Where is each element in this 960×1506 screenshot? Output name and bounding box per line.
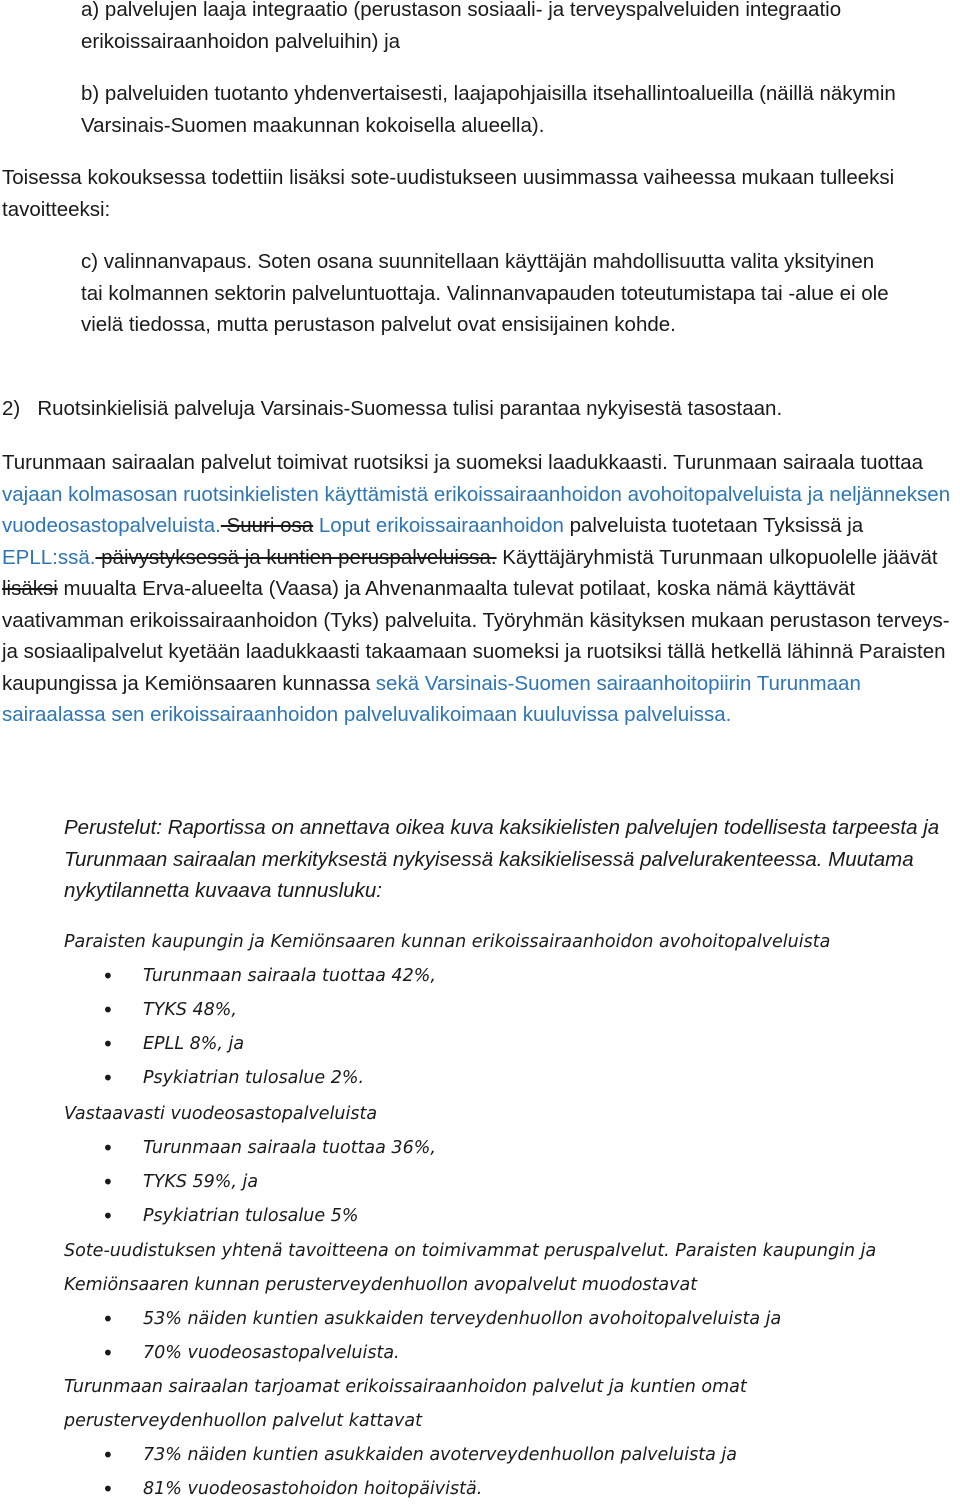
intro-paragraph: Toisessa kokouksessa todettiin lisäksi sote-uudistukseen uusimmassa vaiheessa mukaan tulleeksi tavoitteeksi: <box>2 166 895 221</box>
section-heading-2: 2) Ruotsinkielisiä palveluja Varsinais-Suomessa tulisi parantaa nykyisestä tasostaan. <box>2 397 783 420</box>
avo-title: Paraisten kaupungin ja Kemiönsaaren kunnan erikoissairaanhoidon avohoitopalveluista <box>64 932 831 952</box>
list-item: • 81% vuodeosastohoidon hoitopäivistä. <box>0 1472 900 1506</box>
deleted-text: päivystyksessä ja kuntien peruspalveluissa. <box>95 545 497 569</box>
list-item: • EPLL 8%, ja <box>0 1027 900 1061</box>
text-run: Käyttäjäryhmistä Turunmaan ulkopuolelle jäävät <box>496 545 938 569</box>
sote-list <box>0 1302 900 1370</box>
main-paragraph <box>2 447 958 731</box>
text-run: palveluista tuotetaan Tyksissä ja <box>563 514 864 537</box>
vuode-list <box>0 1131 900 1233</box>
turunmaa-title: Turunmaan sairaalan tarjoamat erikoissairaanhoidon palvelut ja kuntien omat perusterveydenhuollon palvelut kattavat <box>64 1377 747 1431</box>
turunmaa-list <box>0 1438 900 1506</box>
inserted-text: EPLL:ssä. <box>2 545 96 569</box>
sote-title: Sote-uudistuksen yhtenä tavoitteena on toimivammat peruspalvelut. Paraisten kaupungin ja Kemiönsaaren kunnan perusterveydenhuollon avopalvelut muodostavat <box>64 1241 877 1295</box>
perustelut-paragraph: Perustelut: Raportissa on annettava oikea kuva kaksikielisten palvelujen todellisesta tarpeesta ja Turunmaan sairaalan merkityksestä nykyisessä kaksikielisessä palvelurakenteessa. Muutama nykytilannetta kuvaava tunnusluku: <box>64 816 940 902</box>
list-item: • 73% näiden kuntien asukkaiden avoterveydenhuollon palveluista ja <box>0 1438 900 1472</box>
deleted-text: lisäksi <box>2 577 58 600</box>
list-item: • Psykiatrian tulosalue 2%. <box>0 1061 900 1095</box>
text-run: Turunmaan sairaalan palvelut toimivat ruotsiksi ja suomeksi laadukkaasti. Turunmaan sairaala tuottaa <box>2 451 924 474</box>
deleted-text: Suuri osa <box>220 514 314 537</box>
vuode-title: Vastaavasti vuodeosastopalveluista <box>64 1104 378 1124</box>
list-item: • TYKS 59%, ja <box>0 1165 900 1199</box>
list-item: • TYKS 48%, <box>0 993 900 1027</box>
avo-list <box>0 959 900 1095</box>
item-c: c) valinnanvapaus. Soten osana suunnitellaan käyttäjän mahdollisuutta valita yksityinen tai kolmannen sektorin palveluntuottaja. Valinnanvapauden toteutumistapa tai -alue ei ole vielä tiedossa, mutta perustason palvelut ovat ensisijainen kohde. <box>81 250 889 336</box>
list-item: • Turunmaan sairaala tuottaa 42%, <box>0 959 900 993</box>
item-b: b) palveluiden tuotanto yhdenvertaisesti, laajapohjaisilla itsehallintoalueilla (näillä näkymin Varsinais-Suomen maakunnan kokoisella alueella). <box>81 82 896 137</box>
inserted-text: vajaan kolmasosan ruotsinkielisten käyttämistä erikoissairaanhoidon avohoitopalveluista ja neljänneksen vuodeosastopalveluista. <box>2 482 951 537</box>
item-a: a) palvelujen laaja integraatio (perustason sosiaali- ja terveyspalveluiden integraatio erikoissairaanhoidon palveluihin) ja <box>81 0 842 53</box>
list-item: • 53% näiden kuntien asukkaiden terveydenhuollon avohoitopalveluista ja <box>0 1302 900 1336</box>
list-item: • Psykiatrian tulosalue 5% <box>0 1199 900 1233</box>
list-item: • Turunmaan sairaala tuottaa 36%, <box>0 1131 900 1165</box>
inserted-text: sekä Varsinais-Suomen sairaanhoitopiirin Turunmaan sairaalassa sen erikoissairaanhoidon palveluvalikoimaan kuuluvissa palveluissa. <box>2 671 861 726</box>
inserted-text: Loput erikoissairaanhoidon <box>313 514 564 537</box>
text-run: muualta Erva-alueelta (Vaasa) ja Ahvenanmaalta tulevat potilaat, koska nämä käyttävät vaativamman erikoissairaanhoidon (Tyks) palveluita. Työryhmän käsityksen mukaan perustason terveys- ja sosiaalipalvelut kyetään laadukkaasti takaamaan suomeksi ja ruotsiksi tällä hetkellä lähinnä Paraisten kaupungissa ja Kemiönsaaren kunnassa <box>2 577 950 695</box>
list-item: • 70% vuodeosastopalveluista. <box>0 1336 900 1370</box>
